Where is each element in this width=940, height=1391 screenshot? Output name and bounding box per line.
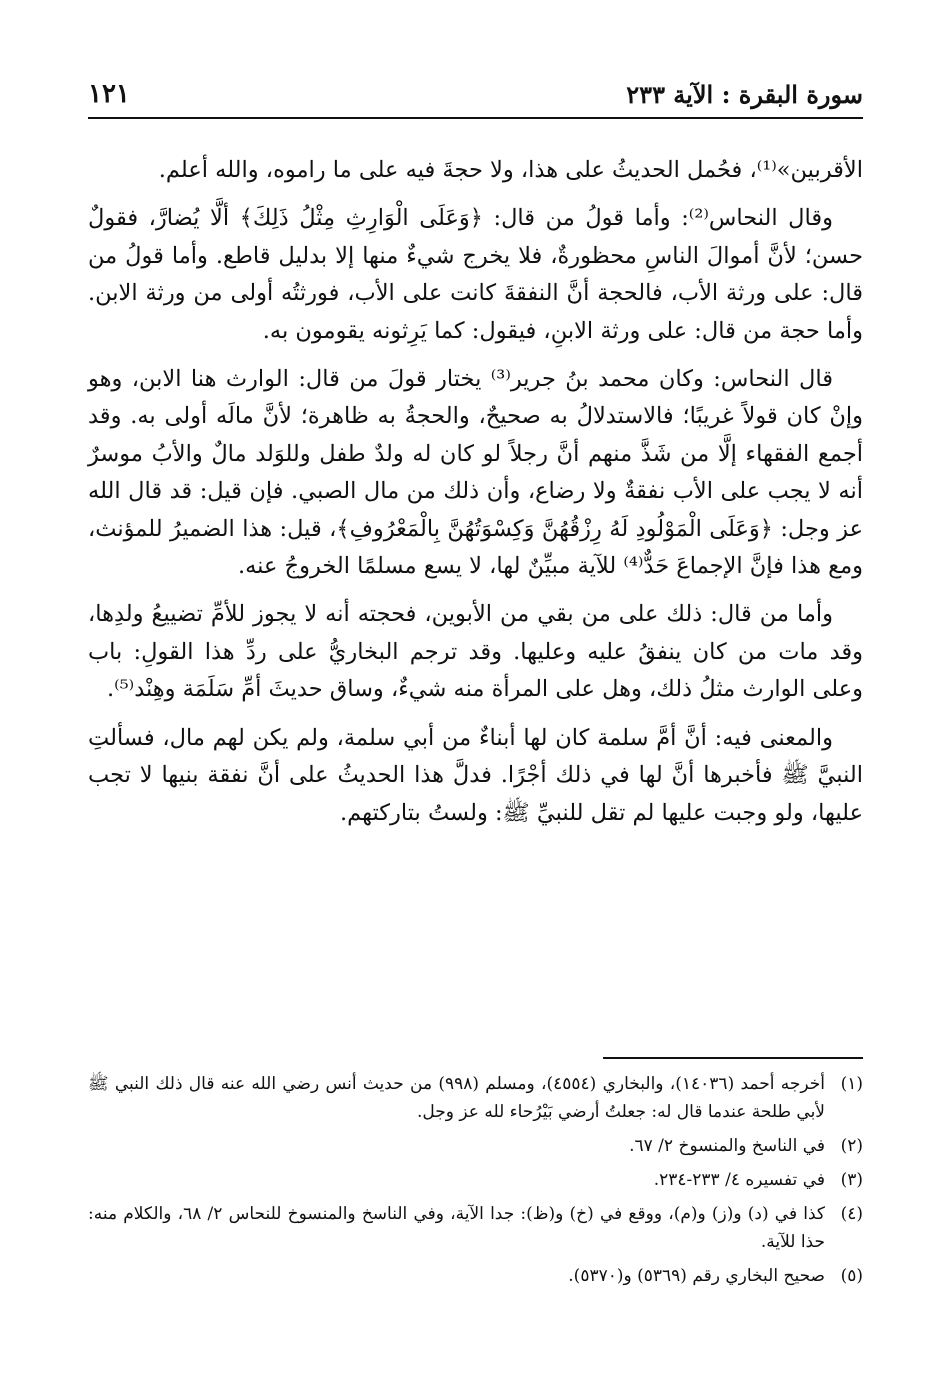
footnote-2 — [88, 1132, 863, 1160]
paragraph-4: وأما من قال: ذلك على من بقي من الأبوين، فحجته أنه لا يجوز للأمِّ تضييعُ ولدِها، وقد مات من كان ينفقُ عليه وعليها. وقد ترجم البخاريُّ على ردِّ هذا القولِ: باب وعلى الوارث مثلُ ذلك، وهل على المرأة منه شيءٌ، وساق حديثَ أمِّ سَلَمَة وهِنْد⁽⁵⁾. — [88, 601, 863, 703]
footnote-4 — [88, 1200, 863, 1256]
paragraph-1: الأقربين»⁽¹⁾، فحُمل الحديثُ على هذا، ولا حجةَ فيه على ما راموه، والله أعلم. — [158, 157, 863, 183]
footnote-5 — [88, 1262, 863, 1290]
paragraph-5: والمعنى فيه: أنَّ أمَّ سلمة كان لها أبناءٌ من أبي سلمة، ولم يكن لهم مال، فسألتِ النبيَّ ﷺ فأخبرها أنَّ لها في ذلك أجْرًا. فدلَّ هذا الحديثُ على أنَّ نفقة بنيها لا تجب عليها، ولو وجبت عليها لم تقل للنبيِّ ﷺ: ولستُ بتاركتهم. — [88, 724, 863, 826]
footnote-text: في تفسيره ٤/ ٢٣٣-٢٣٤. — [653, 1170, 825, 1190]
footnote-number: (٣) — [840, 1170, 863, 1190]
footnote-number: (١) — [840, 1074, 863, 1094]
header-divider — [88, 117, 863, 119]
footnote-divider — [603, 1057, 863, 1059]
paragraph-2: وقال النحاس⁽²⁾: وأما قولُ من قال: ﴿وَعَلَى الْوَارِثِ مِثْلُ ذَلِكَ﴾ ألَّا يُضارَّ، فقولٌ حسن؛ لأنَّ أموالَ الناسِ محظورةٌ، فلا يخرج شيءٌ منها إلا بدليل قاطع. وأما قولُ من قال: على ورثة الأب، فالحجة أنَّ النفقةَ كانت على الأب، فورثتُه أولى من ورثة الابن. وأما حجة من قال: على ورثة الابنِ، فيقول: كما يَرِثونه يقومون به. — [88, 205, 863, 344]
running-title: سورة البقرة : الآية ٢٣٣ — [626, 79, 863, 109]
footnote-number: (٥) — [840, 1266, 863, 1286]
paragraph-3: قال النحاس: وكان محمد بنُ جرير⁽³⁾ يختار قولَ من قال: الوارث هنا الابن، وهو وإنْ كان قولاً غريبًا؛ فالاستدلالُ به صحيحٌ، والحجةُ به ظاهرة؛ لأنَّ مالَه أولى به. وقد أجمع الفقهاء إلَّا من شَذَّ منهم أنَّ رجلاً لو كان له ولدٌ طفل وللوَلد مالٌ والأبُ موسرٌ أنه لا يجب على الأب نفقةٌ ولا رضاع، وأن ذلك من مال الصبي. فإن قيل: قد قال الله عز وجل: ﴿وَعَلَى الْمَوْلُودِ لَهُ رِزْقُهُنَّ وَكِسْوَتُهُنَّ بِالْمَعْرُوفِ﴾، قيل: هذا الضميرُ للمؤنث، ومع هذا فإنَّ الإجماعَ حَدٌّ⁽⁴⁾ للآية مبيِّنٌ لها، لا يسع مسلمًا الخروجُ عنه. — [88, 366, 863, 580]
page-header — [88, 74, 863, 114]
main-text — [88, 152, 863, 843]
footnote-number: (٢) — [840, 1136, 863, 1156]
footnote-number: (٤) — [840, 1204, 863, 1224]
footnote-3 — [88, 1166, 863, 1194]
footnote-text: في الناسخ والمنسوخ ٢/ ٦٧. — [629, 1136, 825, 1156]
footnote-text: أخرجه أحمد (١٤٠٣٦)، والبخاري (٤٥٥٤)، ومسلم (٩٩٨) من حديث أنس رضي الله عنه قال ذلك النبي ﷺ لأبي طلحة عندما قال له: جعلتُ أرضي بَيْرُحاء لله عز وجل. — [88, 1074, 825, 1122]
page-number: ١٢١ — [88, 79, 130, 109]
footnote-text: كذا في (د) و(ز) و(م)، ووقع في (خ) و(ظ): جدا الآية، وفي الناسخ والمنسوخ للنحاس ٢/ ٦٨، والكلام منه: حذا للآية. — [88, 1204, 825, 1252]
footnotes — [88, 1070, 863, 1296]
footnote-1 — [88, 1070, 863, 1126]
footnote-text: صحيح البخاري رقم (٥٣٦٩) و(٥٣٧٠). — [568, 1266, 825, 1286]
